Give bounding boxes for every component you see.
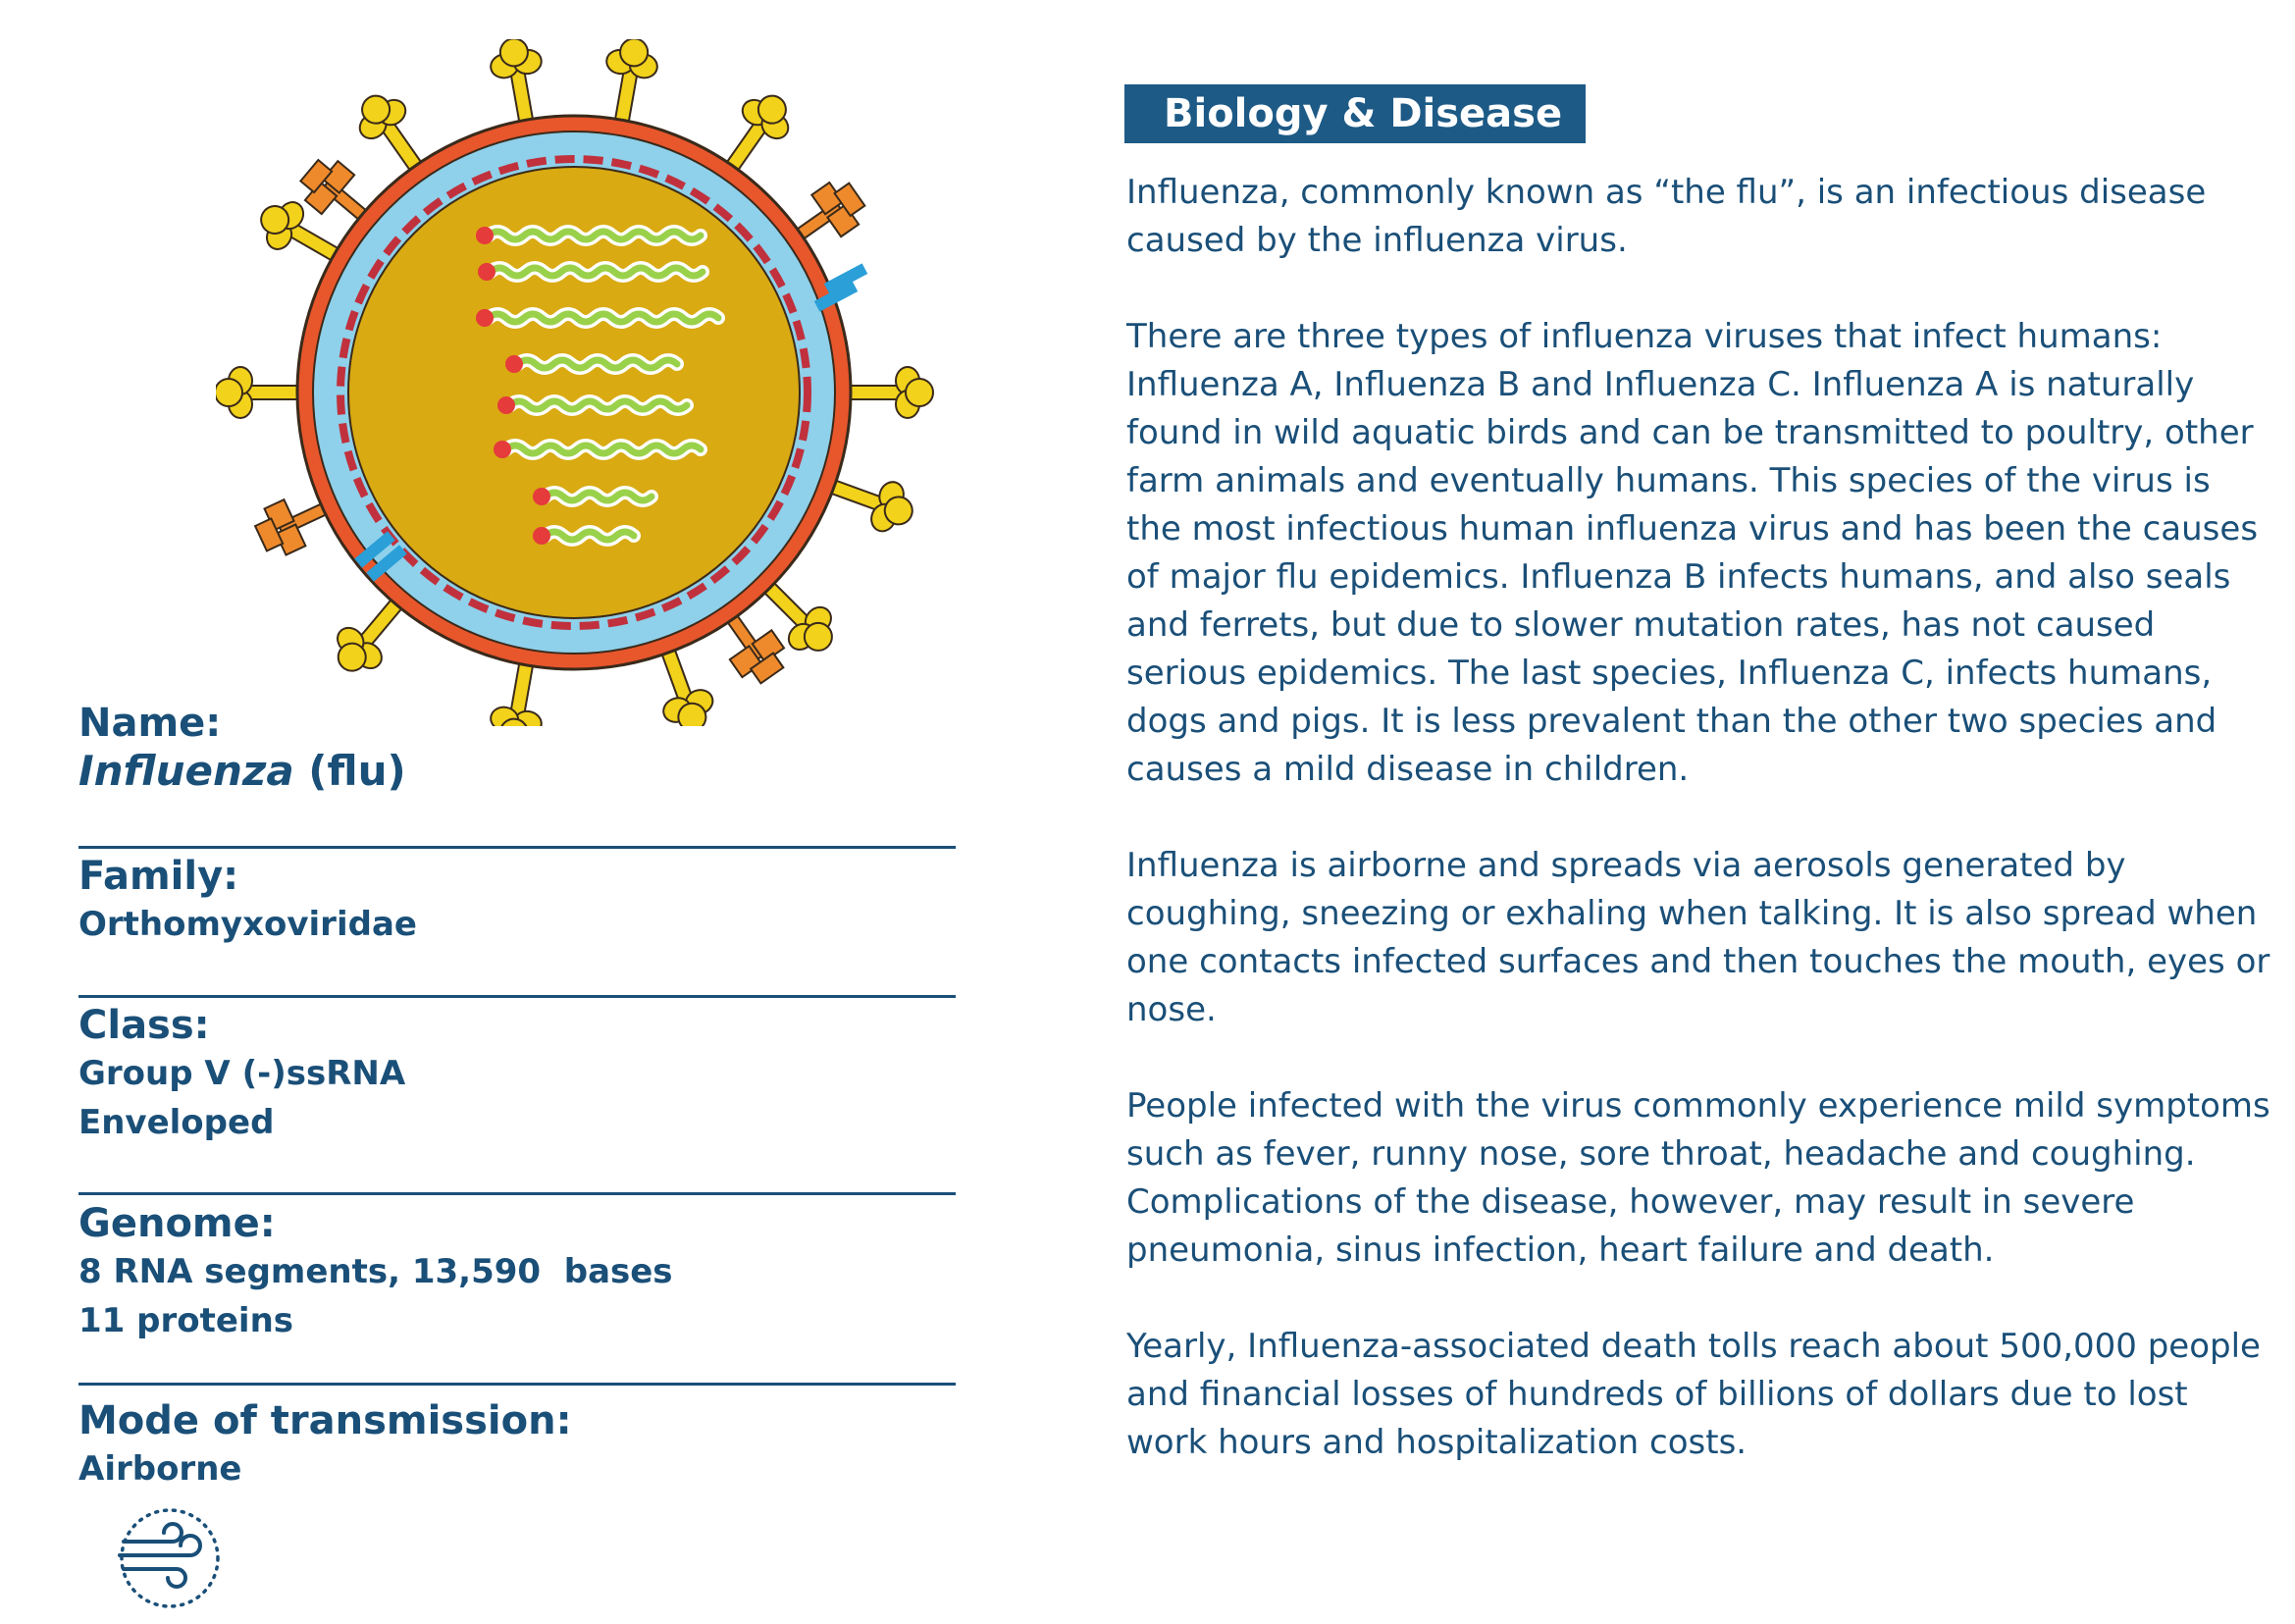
genome-label: Genome: <box>78 1201 276 1246</box>
paragraph-spread: Influenza is airborne and spreads via aerosols generated by coughing, sneezing or exhaling when talking. It is also spread when one contacts infected surfaces and then touches the mouth, eyes or nose. <box>1126 846 2270 1029</box>
divider <box>78 846 956 849</box>
name-fact <box>78 700 406 796</box>
rna-segment <box>533 527 634 545</box>
family-fact <box>78 853 417 949</box>
airborne-wind-icon <box>116 1504 224 1612</box>
divider <box>78 1383 956 1386</box>
hemagglutinin-spike-icon <box>216 367 309 418</box>
divider <box>78 1192 956 1195</box>
virus-common-name: (flu) <box>293 747 406 795</box>
name-value <box>78 747 406 796</box>
paragraph-intro: Influenza, commonly known as “the flu”, is an infectious disease caused by the influenza virus. <box>1126 173 2207 260</box>
transmission-label: Mode of transmission: <box>78 1398 572 1443</box>
genome-fact <box>78 1200 673 1345</box>
class-value-line2: Enveloped <box>78 1103 275 1142</box>
section-title-badge: Biology & Disease <box>1124 84 1586 143</box>
virus-name: Influenza <box>78 747 294 795</box>
hemagglutinin-spike-icon <box>839 367 933 418</box>
class-value-line1: Group V (-)ssRNA <box>78 1054 406 1093</box>
divider <box>78 995 956 998</box>
genome-value-line1: 8 RNA segments, 13,590 bases <box>78 1252 673 1291</box>
description-text <box>1126 169 2274 1515</box>
paragraph-types: There are three types of influenza viruses that infect humans: Influenza A, Influenza B and Influenza C. Influenza A is naturally found in wild aquatic birds and can be transmitted to poultry, other farm animals and eventually humans. This species of the virus is the most infectious human influenza virus and has been the causes of major flu epidemics. Influenza B infects humans, and also seals and ferrets, but due to slower mutation rates, has not caused serious epidemics. The last species, Influenza C, infects humans, dogs and pigs. It is less prevalent than the other two species and causes a mild disease in children. <box>1126 317 2259 789</box>
name-label: Name: <box>78 701 222 746</box>
paragraph-impact: Yearly, Influenza-associated death tolls reach about 500,000 people and financial losses of hundreds of billions of dollars due to lost work hours and hospitalization costs. <box>1126 1327 2261 1462</box>
paragraph-symptoms: People infected with the virus commonly experience mild symptoms such as fever, runny nose, sore throat, headache and coughing. Complications of the disease, however, may result in severe pneumonia, sinus infection, heart failure and death. <box>1126 1086 2270 1270</box>
genome-value-line2: 11 proteins <box>78 1301 294 1340</box>
class-label: Class: <box>78 1003 210 1048</box>
transmission-fact <box>78 1397 572 1493</box>
transmission-value: Airborne <box>78 1449 242 1489</box>
influenza-virus-illustration <box>216 39 942 726</box>
family-value: Orthomyxoviridae <box>78 905 417 944</box>
family-label: Family: <box>78 854 239 899</box>
class-fact <box>78 1002 405 1147</box>
